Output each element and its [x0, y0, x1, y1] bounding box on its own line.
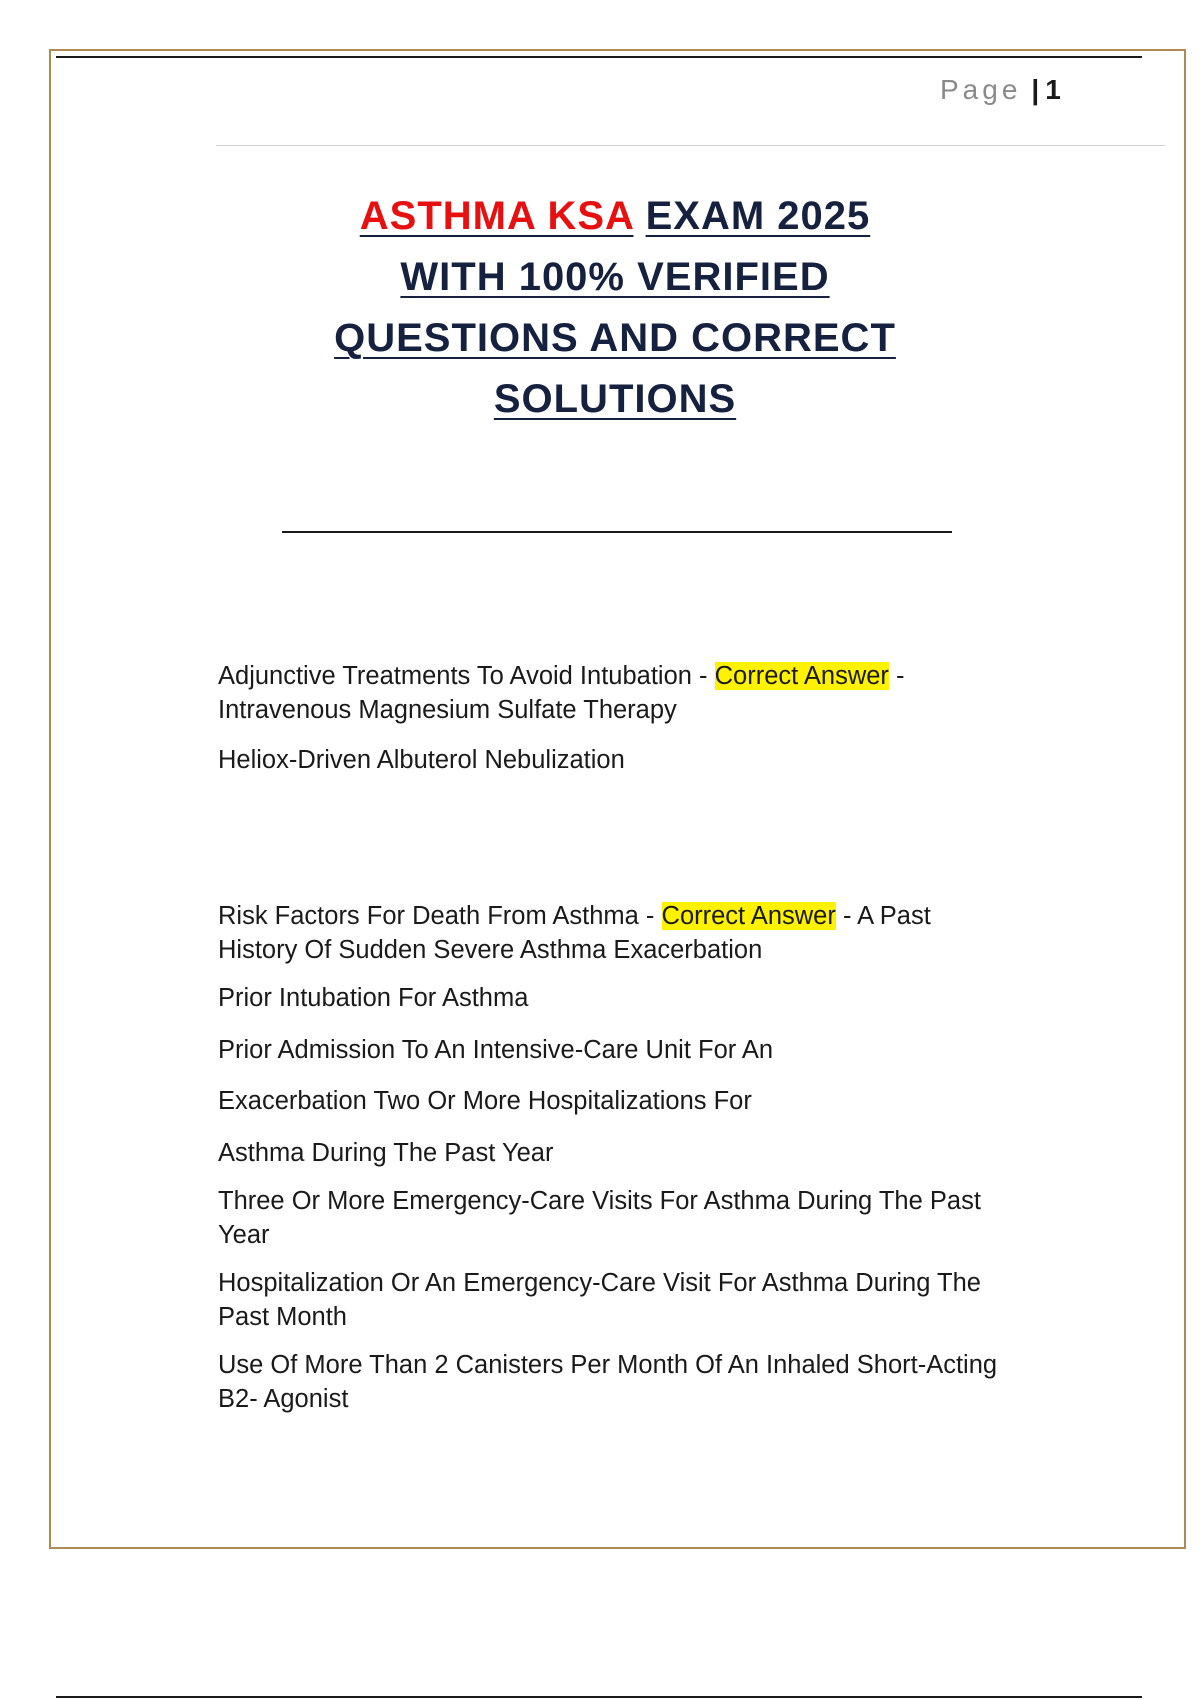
question-text: Risk Factors For Death From Asthma -: [218, 902, 655, 930]
answer-line: Prior Intubation For Asthma: [218, 984, 529, 1012]
answer-line: Three Or More Emergency-Care Visits For Asthma During The Past Year: [218, 1187, 981, 1249]
title-line3: QUESTIONS AND CORRECT: [334, 316, 896, 360]
answer-line: Use Of More Than 2 Canisters Per Month Of An Inhaled Short-Acting B2- Agonist: [218, 1351, 998, 1413]
correct-answer-highlight: Correct Answer: [661, 902, 836, 930]
qa-block: [218, 659, 1018, 777]
qa-question-line: [218, 659, 1018, 727]
answer-text: - A Past History Of Sudden Severe Asthma Exacerbation: [218, 902, 931, 964]
document-title: [230, 186, 1000, 430]
title-line1-rest: EXAM 2025: [645, 194, 871, 238]
answer-text: - Intravenous Magnesium Sulfate Therapy: [218, 662, 905, 724]
page-separator: |: [1031, 74, 1040, 105]
question-text: Adjunctive Treatments To Avoid Intubation -: [218, 662, 708, 690]
title-line4: SOLUTIONS: [493, 377, 737, 421]
page-label: Page: [940, 74, 1022, 105]
answer-line: Exacerbation Two Or More Hospitalizations For: [218, 1087, 752, 1115]
page-number-value: 1: [1045, 74, 1061, 105]
bottom-rule: [56, 1696, 1142, 1698]
page-number: [940, 72, 1061, 108]
header-rule: [216, 145, 1165, 146]
answer-line: Heliox-Driven Albuterol Nebulization: [218, 746, 625, 774]
qa-block: [218, 899, 1008, 1416]
title-red-part: ASTHMA KSA: [359, 194, 634, 238]
answer-line: Prior Admission To An Intensive-Care Unit For An: [218, 1036, 774, 1064]
top-rule: [56, 56, 1142, 58]
correct-answer-highlight: Correct Answer: [714, 662, 889, 690]
answer-line: Hospitalization Or An Emergency-Care Visit For Asthma During The Past Month: [218, 1269, 981, 1331]
title-divider: [282, 531, 952, 533]
qa-question-line: [218, 899, 1008, 967]
answer-line: Asthma During The Past Year: [218, 1139, 554, 1167]
title-line2: WITH 100% VERIFIED: [400, 255, 830, 299]
